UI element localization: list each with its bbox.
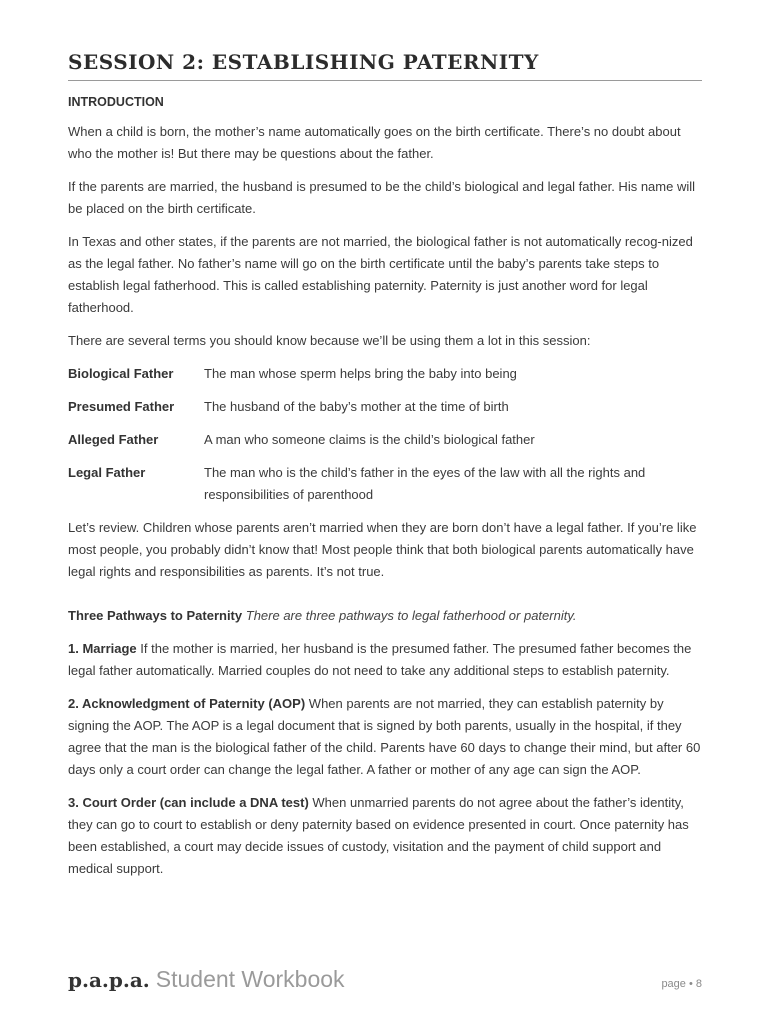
pathway-label: 3. Court Order (can include a DNA test) [68,795,309,810]
page-footer [68,966,702,1002]
term-row [68,396,702,418]
footer-brand [68,966,345,993]
pathway-text: If the mother is married, her husband is the presumed father. The presumed father becomes the legal father automatically. Married couples do not need to take any additional steps to establish paternity. [68,641,692,678]
pathway-label: 2. Acknowledgment of Paternity (AOP) [68,696,306,711]
term-name: Legal Father [68,465,146,480]
pathways-title: Three Pathways to Paternity [68,608,243,623]
term-row [68,363,702,385]
pathway-text: When parents are not married, they can establish paternity by signing the AOP. The AOP is a legal document that is signed by both parents, usually in the hospital, if they agree that the man is the biological father of the child. Parents have 60 days to change their mind, but after 60 days only a court order can change the legal father. A father or mother of any age can sign the AOP. [68,696,701,777]
term-definition: The man whose sperm helps bring the baby into being [204,366,517,381]
terms-list [68,363,702,506]
term-name: Biological Father [68,366,174,381]
intro-paragraph-4: There are several terms you should know because we’ll be using them a lot in this session: [68,333,591,348]
pathway-label: 1. Marriage [68,641,137,656]
page-number: page • 8 [661,978,702,990]
intro-label: INTRODUCTION [68,95,164,109]
term-definition: A man who someone claims is the child’s biological father [204,432,535,447]
review-paragraph: Let’s review. Children whose parents aren’t married when they are born don’t have a legal father. If you’re like most people, you probably didn’t know that! Most people think that both biological parents automatically have legal rights and responsibilities as parents. It’s not true. [68,520,697,579]
term-name: Alleged Father [68,432,159,447]
brand-logo-text: p.a.p.a. [68,968,150,992]
workbook-title: Student Workbook [155,966,345,992]
pathway-item [68,693,702,781]
term-row [68,429,702,451]
page-title: SESSION 2: ESTABLISHING PATERNITY [68,50,702,81]
pathways-subtitle: There are three pathways to legal fatherhood or paternity. [245,608,577,623]
pathway-item [68,792,702,880]
term-definition: The husband of the baby’s mother at the time of birth [204,399,509,414]
pathway-text: When unmarried parents do not agree about the father’s identity, they can go to court to establish or deny paternity based on evidence presented in court. Once paternity has been established, a court may decide issues of custody, visitation and the payment of child support and medical support. [68,795,689,876]
intro-paragraph-3: In Texas and other states, if the parents are not married, the biological father is not automatically recog-nized as the legal father. No father’s name will go on the birth certificate until the baby’s parents take steps to establish legal fatherhood. This is called establishing paternity. Paternity is just another word for legal fatherhood. [68,234,693,315]
term-row [68,462,702,506]
pathways-heading [68,605,702,627]
intro-paragraph-1: When a child is born, the mother’s name automatically goes on the birth certificate. There’s no doubt about who the mother is! But there may be questions about the father. [68,124,681,161]
document-page [68,50,702,891]
term-definition: The man who is the child’s father in the eyes of the law with all the rights and responsibilities of parenthood [204,465,646,502]
term-name: Presumed Father [68,399,175,414]
pathway-item [68,638,702,682]
intro-paragraph-2: If the parents are married, the husband is presumed to be the child’s biological and legal father. His name will be placed on the birth certificate. [68,179,696,216]
